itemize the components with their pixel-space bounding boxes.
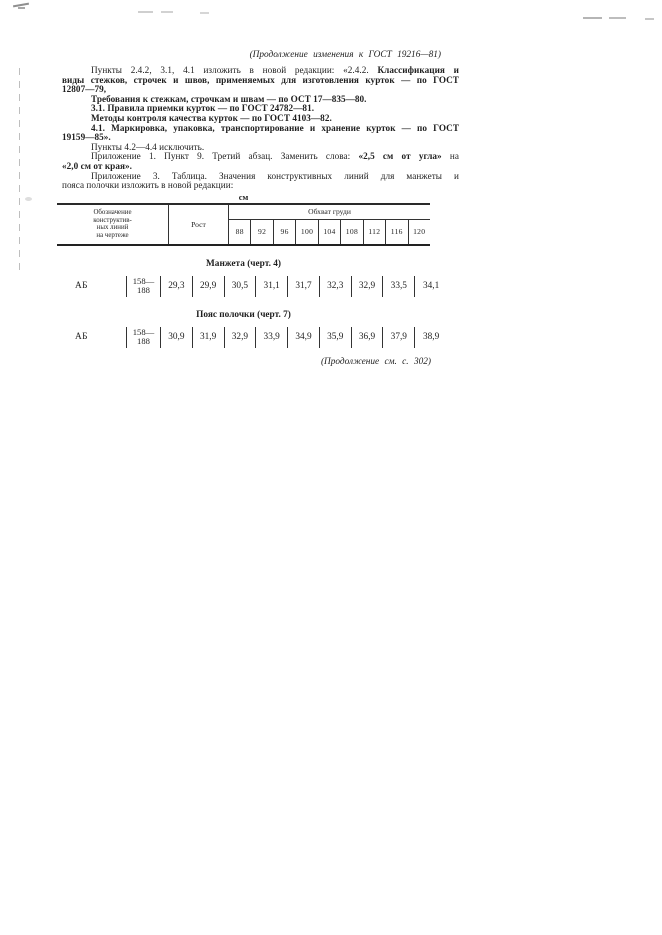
- value-cell: 31,7: [288, 276, 320, 297]
- scan-edge-line: [19, 68, 20, 273]
- designation-cell: АБ: [75, 281, 88, 292]
- designation-header-line: ных линий: [96, 224, 129, 232]
- value-cell: 35,9: [320, 327, 352, 348]
- chest-size-cell: 116: [385, 220, 407, 244]
- value-cell: 36,9: [352, 327, 384, 348]
- scan-mark: [583, 17, 602, 19]
- value-cell: 34,1: [422, 281, 440, 292]
- value-cell: 30,5: [225, 276, 257, 297]
- rost-line: 188: [137, 285, 150, 296]
- value-cell: 31,9: [193, 327, 225, 348]
- value-cell: 29,9: [193, 276, 225, 297]
- table-row: [62, 276, 447, 297]
- value-cell: 31,1: [256, 276, 288, 297]
- value-cell: 37,9: [383, 327, 415, 348]
- designation-cell: АБ: [75, 332, 88, 343]
- table-header: [57, 203, 430, 246]
- body-text-segment: 12807—79,: [62, 84, 107, 95]
- chest-size-cell: 100: [295, 220, 317, 244]
- body-line: [62, 76, 459, 86]
- body-text-segment: 19159—85».: [62, 132, 111, 143]
- chest-size-cell: 96: [273, 220, 295, 244]
- rost-cell: [126, 276, 161, 297]
- body-text-segment: Методы контроля качества курток — по ГОСТ 4103—82.: [91, 112, 332, 123]
- body-text-segment: 4.1. Маркировка, упаковка, транспортирование и хранение курток — по ГОСТ: [91, 122, 459, 133]
- continuation-header: (Продолжение изменения к ГОСТ 19216—81): [249, 50, 441, 60]
- designation-header-line: конструктив-: [93, 216, 132, 224]
- body-text-segment: Пункты 2.4.2, 3.1, 4.1 изложить в новой редакции: «2.4.2.: [91, 65, 378, 75]
- page-content: [62, 50, 459, 367]
- body-text-segment: Классификация и: [377, 65, 459, 75]
- value-cell: 33,9: [256, 327, 288, 348]
- body-text-segment: на: [441, 151, 459, 162]
- value-cell: 30,9: [161, 327, 193, 348]
- scan-mark: [645, 18, 654, 20]
- body-lines: [62, 66, 459, 191]
- body-text-segment: 3.1. Правила приемки курток — по ГОСТ 24782—81.: [91, 103, 315, 114]
- body-text-segment: Приложение 3. Таблица. Значения конструктивных линий для манжеты и: [91, 170, 459, 181]
- value-cell: 29,3: [161, 276, 193, 297]
- rost-line: 158—: [132, 327, 155, 338]
- chest-size-cell: 92: [250, 220, 272, 244]
- scan-mark: [138, 11, 153, 13]
- body-text-segment: Пункты 4.2—4.4 исключить.: [91, 141, 205, 152]
- body-text-segment: Требования к стежкам, строчкам и швам — по ОСТ 17—835—80.: [91, 93, 367, 104]
- table-row: [62, 327, 447, 348]
- chest-size-cell: 120: [408, 220, 430, 244]
- body-line: [62, 124, 459, 134]
- designation-header-line: Обозначение: [93, 208, 132, 216]
- chest-size-cell: 108: [340, 220, 362, 244]
- body-text-segment: Приложение 1. Пункт 9. Третий абзац. Заменить слова:: [91, 151, 359, 162]
- section-title: Манжета (черт. 4): [206, 258, 281, 269]
- rost-column-header: Рост: [169, 205, 229, 244]
- unit-label: см: [238, 191, 249, 202]
- value-cell: 33,5: [383, 276, 415, 297]
- value-cell: 32,3: [320, 276, 352, 297]
- scan-mark: [609, 17, 626, 19]
- scan-mark: [200, 12, 209, 14]
- chest-size-cell: 104: [318, 220, 340, 244]
- rost-cell: [126, 327, 161, 348]
- designation-column-header: [57, 205, 169, 244]
- chest-size-cell: 112: [363, 220, 385, 244]
- chest-size-cell: 88: [235, 227, 244, 237]
- chest-group-header: Обхват груди: [229, 205, 430, 221]
- table-sections: [62, 259, 459, 348]
- body-text-segment: пояса полочки изложить в новой редакции:: [62, 180, 234, 191]
- chest-group: [229, 205, 430, 244]
- value-cell: 32,9: [225, 327, 257, 348]
- scan-mark: [161, 11, 173, 13]
- value-cell: 32,9: [352, 276, 384, 297]
- rost-line: 188: [137, 336, 150, 347]
- section-title: Пояс полочки (черт. 7): [196, 309, 291, 320]
- rost-line: 158—: [132, 276, 155, 287]
- chest-sizes-row: [229, 220, 430, 244]
- scan-smudge: [25, 197, 32, 201]
- body-text-segment: виды стежков, строчек и швов, применяемых для изготовления курток — по ГОСТ: [62, 74, 459, 85]
- scan-mark: [18, 7, 25, 9]
- body-text-segment: «2,0 см от края».: [62, 160, 132, 171]
- continuation-footer: (Продолжение см. с. 302): [320, 356, 431, 367]
- value-cell: 38,9: [422, 332, 440, 343]
- designation-header-line: на чертеже: [96, 231, 129, 239]
- body-line: [62, 181, 459, 191]
- value-cell: 34,9: [288, 327, 320, 348]
- body-text-segment: «2,5 см от угла»: [358, 151, 442, 162]
